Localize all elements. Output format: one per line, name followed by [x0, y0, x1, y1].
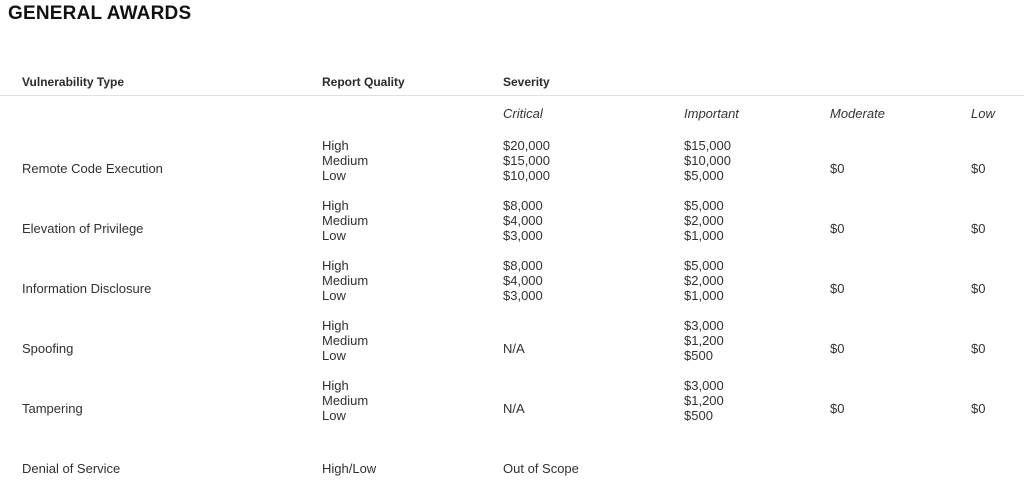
- report-quality-cell: High Medium Low: [322, 137, 369, 183]
- critical-award-cell: N/A: [503, 340, 525, 356]
- report-quality-cell: High Medium Low: [322, 257, 369, 303]
- column-header-vulnerability-type: Vulnerability Type: [22, 75, 125, 89]
- table-row: [0, 255, 1024, 315]
- report-quality-cell: High Medium Low: [322, 317, 369, 363]
- severity-level-low: Low: [971, 106, 995, 121]
- low-award-cell: $0: [971, 280, 986, 296]
- severity-level-critical: Critical: [503, 106, 543, 121]
- report-quality-cell: High Medium Low: [322, 197, 369, 243]
- moderate-award-cell: $0: [830, 220, 845, 236]
- important-award-cell: $5,000 $2,000 $1,000: [684, 197, 724, 243]
- important-award-cell: [684, 468, 830, 469]
- column-header-report-quality: Report Quality: [322, 75, 405, 89]
- table-body: [0, 135, 1024, 494]
- moderate-award-cell: $0: [830, 400, 845, 416]
- table-row: [0, 195, 1024, 255]
- critical-award-cell: $20,000 $15,000 $10,000: [503, 137, 550, 183]
- critical-award-cell: $8,000 $4,000 $3,000: [503, 257, 543, 303]
- low-award-cell: [971, 468, 1024, 469]
- report-quality-cell: High/Low: [322, 460, 377, 476]
- critical-award-cell: Out of Scope: [503, 460, 579, 476]
- moderate-award-cell: [830, 468, 971, 469]
- page-title: GENERAL AWARDS: [8, 3, 192, 24]
- report-quality-cell: High Medium Low: [322, 377, 369, 423]
- header-spacer: [971, 82, 1024, 83]
- vulnerability-type-cell: Information Disclosure: [22, 280, 152, 296]
- critical-award-cell: N/A: [503, 400, 525, 416]
- moderate-award-cell: $0: [830, 280, 845, 296]
- severity-level-moderate: Moderate: [830, 106, 885, 121]
- vulnerability-type-cell: Spoofing: [22, 340, 74, 356]
- moderate-award-cell: $0: [830, 340, 845, 356]
- severity-levels-row: [0, 96, 1024, 121]
- low-award-cell: $0: [971, 400, 986, 416]
- column-header-severity: Severity: [503, 75, 550, 89]
- vulnerability-type-cell: Remote Code Execution: [22, 160, 163, 176]
- important-award-cell: $5,000 $2,000 $1,000: [684, 257, 724, 303]
- important-award-cell: $15,000 $10,000 $5,000: [684, 137, 731, 183]
- subheader-spacer: [22, 114, 322, 115]
- low-award-cell: $0: [971, 220, 986, 236]
- critical-award-cell: $8,000 $4,000 $3,000: [503, 197, 543, 243]
- table-row: [0, 375, 1024, 435]
- table-row: [0, 435, 1024, 494]
- header-spacer: [684, 82, 830, 83]
- vulnerability-type-cell: Denial of Service: [22, 460, 121, 476]
- table-header-row: [0, 75, 1024, 96]
- important-award-cell: $3,000 $1,200 $500: [684, 317, 724, 363]
- vulnerability-type-cell: Tampering: [22, 400, 83, 416]
- low-award-cell: $0: [971, 340, 986, 356]
- important-award-cell: $3,000 $1,200 $500: [684, 377, 724, 423]
- table-row: [0, 315, 1024, 375]
- subheader-spacer: [322, 114, 503, 115]
- low-award-cell: $0: [971, 160, 986, 176]
- header-spacer: [830, 82, 971, 83]
- moderate-award-cell: $0: [830, 160, 845, 176]
- table-row: [0, 135, 1024, 195]
- vulnerability-type-cell: Elevation of Privilege: [22, 220, 144, 236]
- severity-level-important: Important: [684, 106, 739, 121]
